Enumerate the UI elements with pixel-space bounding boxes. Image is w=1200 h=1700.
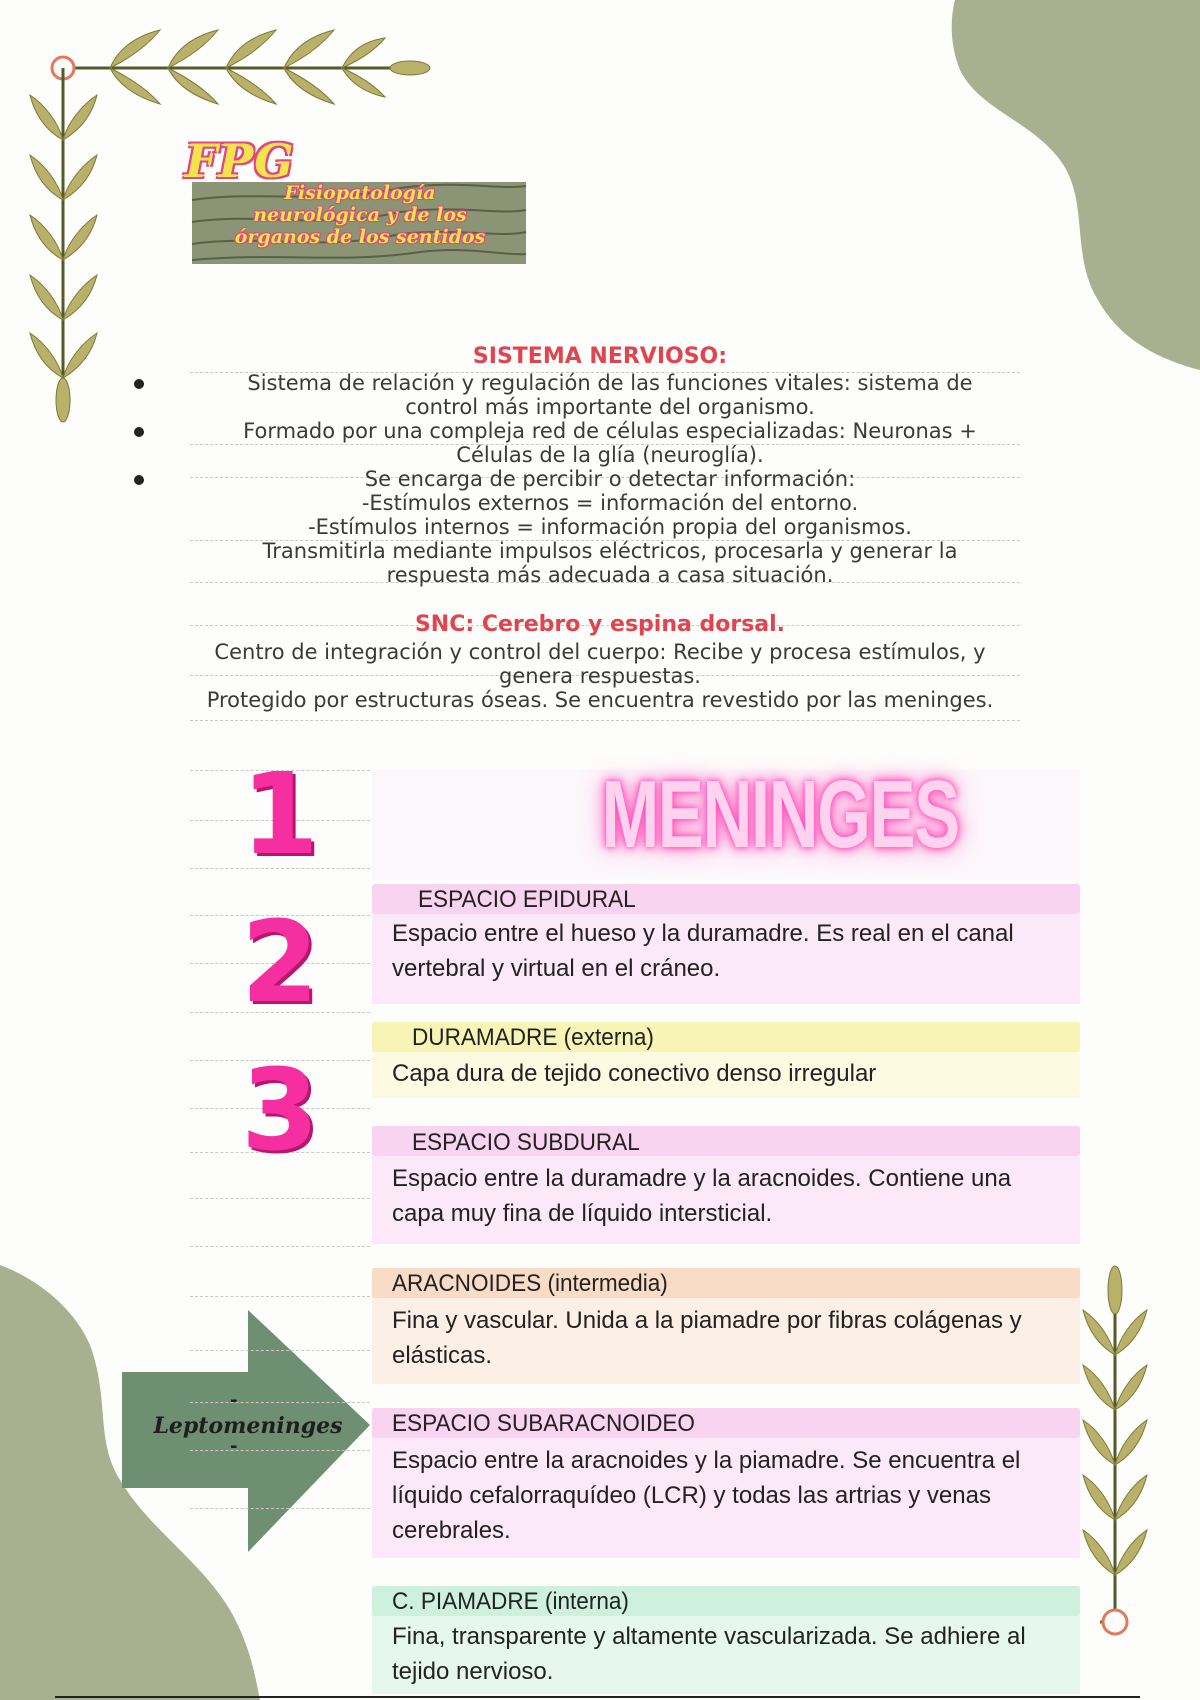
subject-title	[195, 182, 525, 248]
rule-line	[190, 1508, 370, 1509]
rule-line	[190, 1350, 370, 1351]
text-line: líquido cefalorraquídeo (LCR) y todas las artrias y venas	[392, 1482, 991, 1509]
top-right-blob	[952, 0, 1200, 370]
text-line: Sistema de relación y regulación de las funciones vitales: sistema de	[247, 371, 973, 395]
number-1: 1	[241, 750, 319, 880]
layer-title-piamadre: C. PIAMADRE (interna)	[392, 1588, 629, 1615]
rule-line	[190, 1198, 370, 1199]
text-line: -Estímulos internos = información propia del organismos.	[308, 515, 912, 539]
text-line: Espacio entre la duramadre y la aracnoides. Contiene una	[392, 1165, 1012, 1192]
layer-text-subaracnoideo	[392, 1443, 1082, 1548]
text-line: elásticas.	[392, 1342, 493, 1369]
bottom-right-vine	[1083, 1266, 1147, 1634]
subject-line: Fisiopatología	[284, 182, 436, 204]
meninges-title: MENINGES	[601, 761, 959, 868]
rule-line	[190, 1402, 370, 1403]
sistema-nervioso-title: SISTEMA NERVIOSO:	[472, 344, 728, 369]
subject-line: neurológica y de los	[253, 204, 467, 226]
layer-text-piamadre	[392, 1619, 1082, 1689]
text-line: Transmitirla mediante impulsos eléctricos, procesarla y generar la	[262, 539, 958, 563]
subject-line: órganos de los sentidos	[234, 226, 486, 248]
text-line: genera respuestas.	[499, 664, 701, 688]
number-3: 3	[241, 1046, 319, 1176]
layer-title-epidural: ESPACIO EPIDURAL	[418, 886, 636, 913]
sistema-text	[160, 371, 1060, 587]
text-line: Fina y vascular. Unida a la piamadre por fibras colágenas y	[392, 1307, 1022, 1334]
bottom-rule	[55, 1696, 1140, 1698]
bullet	[134, 379, 144, 389]
bullet	[134, 475, 144, 485]
layer-text-duramadre	[392, 1056, 1082, 1091]
layer-title-subaracnoideo: ESPACIO SUBARACNOIDEO	[392, 1410, 695, 1437]
text-line: Centro de integración y control del cuerpo: Recibe y procesa estímulos, y	[214, 640, 986, 664]
text-line: cerebrales.	[392, 1517, 511, 1544]
rule-line	[190, 1246, 370, 1247]
layer-title-duramadre: DURAMADRE (externa)	[412, 1024, 654, 1051]
logo-fpg: FPG	[185, 134, 295, 188]
leptomeninges-label: Leptomeninges	[153, 1413, 343, 1439]
text-line: Fina, transparente y altamente vascularizada. Se adhiere al	[392, 1623, 1026, 1650]
layer-title-aracnoides: ARACNOIDES (intermedia)	[392, 1270, 668, 1297]
rule-line	[190, 1450, 370, 1451]
text-line: Capa dura de tejido conectivo denso irregular	[392, 1060, 877, 1087]
rule-line	[190, 720, 1020, 721]
text-line: Protegido por estructuras óseas. Se encuentra revestido por las meninges.	[206, 688, 994, 712]
rule-line	[190, 1296, 370, 1297]
layer-text-subdural	[392, 1161, 1082, 1231]
snc-text	[100, 640, 1100, 712]
text-line: control más importante del organismo.	[405, 395, 815, 419]
layer-title-subdural: ESPACIO SUBDURAL	[412, 1129, 640, 1156]
lepto-mark-bottom: -	[230, 1436, 238, 1457]
text-line: tejido nervioso.	[392, 1658, 554, 1685]
text-line: vertebral y virtual en el cráneo.	[392, 955, 721, 982]
text-line: -Estímulos externos = información del entorno.	[361, 491, 859, 515]
snc-title: SNC: Cerebro y espina dorsal.	[414, 612, 786, 637]
text-line: Espacio entre el hueso y la duramadre. Es real en el canal	[392, 920, 1014, 947]
lepto-mark-top: -	[230, 1390, 238, 1411]
text-line: respuesta más adecuada a casa situación.	[386, 563, 834, 587]
text-line: Células de la glía (neuroglía).	[456, 443, 764, 467]
text-line: capa muy fina de líquido intersticial.	[392, 1200, 773, 1227]
number-2: 2	[241, 898, 319, 1028]
layer-text-aracnoides	[392, 1303, 1082, 1373]
bullet	[134, 427, 144, 437]
text-line: Espacio entre la aracnoides y la piamadre. Se encuentra el	[392, 1447, 1021, 1474]
text-line: Se encarga de percibir o detectar información:	[364, 467, 856, 491]
text-line: Formado por una compleja red de células especializadas: Neuronas +	[243, 419, 977, 443]
layer-text-epidural	[392, 916, 1082, 986]
